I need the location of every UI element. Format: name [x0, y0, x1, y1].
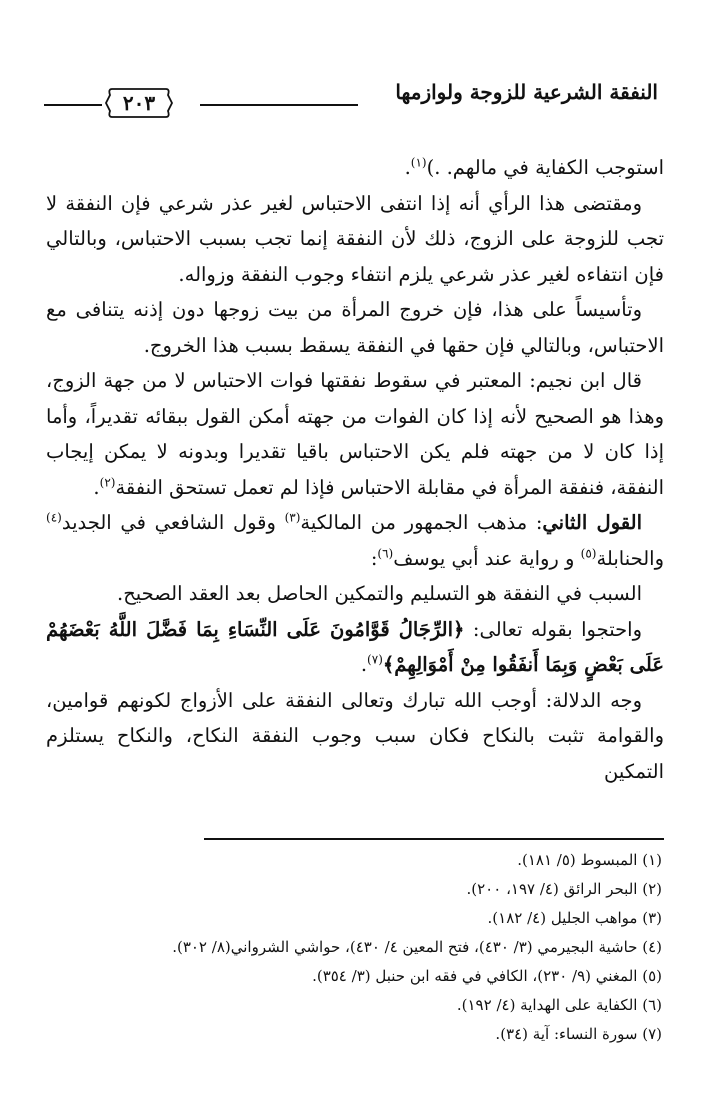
header-rule-left [44, 104, 102, 106]
footnote: (٦) الكفاية على الهداية (٤/ ١٩٢). [456, 996, 662, 1014]
footnote-marker: (١) [410, 155, 427, 170]
footnote-marker: (٥) [580, 546, 597, 560]
paragraph: وتأسيساً على هذا، فإن خروج المرأة من بيت زوجها دون إذنه يتنافى مع الاحتباس، وبالتالي فإن حقها في النفقة يسقط بسبب هذا الخروج. [46, 298, 664, 357]
page-number-frame [104, 85, 174, 121]
footnote: (٥) المغني (٩/ ٢٣٠)، الكافي في فقه ابن حنبل (٣/ ٣٥٤). [312, 967, 662, 985]
paragraph: ومقتضى هذا الرأي أنه إذا انتفى الاحتباس لغير عذر شرعي فإن النفقة لا تجب للزوجة على الزوج، ذلك لأن النفقة إنما تجب بسبب الاحتباس، وبالتالي فإن انتفاءه لغير عذر شرعي يلزم انتفاء وجوب النفقة وزواله. [46, 191, 664, 286]
footnote-marker: (٦) [377, 546, 394, 560]
paragraph [46, 612, 664, 683]
footnotes [52, 846, 662, 1049]
page-number: ٢٠٣ [122, 91, 156, 115]
paragraph: السبب في النفقة هو التسليم والتمكين الحاصل بعد العقد الصحيح. [117, 582, 642, 605]
footnote-marker: (٣) [284, 510, 301, 525]
running-title: النفقة الشرعية للزوجة ولوازمها [395, 80, 658, 104]
paragraph-end: . [93, 475, 100, 499]
footnote-marker: (٢) [99, 475, 116, 489]
paragraph-text: وقول الشافعي في الجديد [61, 511, 285, 534]
paragraph-text: استوجب الكفاية في مالهم. .) [426, 156, 664, 179]
paragraph-text: قال ابن نجيم: المعتبر في سقوط نفقتها فوات الاحتباس لا من جهة الزوج، وهذا هو الصحيح لأنه إذا كان الفوات من جهته أمكن القول ببقائه تقديراً، وأما إذا كان لا من جهته فلم يكن الاحتباس باقيا تقديرا وبدونه لا يمكن إيجاب النفقة، فنفقة المرأة في مقابلة الاحتباس فإذا لم تعمل تستحق النفقة [46, 369, 664, 499]
paragraph-text: والحنابلة [596, 546, 664, 570]
paragraph: وجه الدلالة: أوجب الله تبارك وتعالى النفقة على الأزواج لكونهم قوامين، والقوامة تثبت بالنكاح فكان سبب وجوب النفقة النكاح، والنكاح يستلزم التمكين [46, 688, 664, 783]
paragraph-end: . [360, 653, 368, 676]
page-header [100, 80, 658, 114]
paragraph [46, 363, 664, 505]
paragraph-text: : مذهب الجمهور من المالكية [300, 511, 543, 534]
footnote: (٣) مواهب الجليل (٤/ ١٨٢). [487, 909, 662, 927]
paragraph-text: واحتجوا بقوله تعالى: [464, 617, 642, 641]
footnote-marker: (٤) [46, 510, 62, 525]
footnote: (٢) البحر الرائق (٤/ ١٩٧، ٢٠٠). [466, 880, 662, 898]
footnote: (٤) حاشية البجيرمي (٣/ ٤٣٠)، فتح المعين ٤/ ٤٣٠)، حواشي الشرواني(٨/ ٣٠٢). [172, 938, 662, 956]
header-rule [200, 104, 358, 106]
footnote: (١) المبسوط (٥/ ١٨١). [517, 851, 662, 869]
paragraph-end: : [370, 546, 378, 570]
opinion-label: القول الثاني [542, 511, 642, 534]
main-text [46, 150, 664, 789]
paragraph [46, 150, 664, 186]
footnote-marker: (٧) [367, 652, 383, 667]
footnote: (٧) سورة النساء: آية (٣٤). [495, 1025, 662, 1043]
paragraph [46, 505, 664, 576]
footnote-separator [204, 838, 664, 840]
paragraph-end: . [404, 156, 411, 179]
quran-verse: ﴿الرِّجَالُ قَوَّامُونَ عَلَى النِّسَاءِ بِمَا فَضَّلَ اللَّهُ بَعْضَهُمْ عَلَى بَعْضٍ وَبِمَا أَنفَقُوا مِنْ أَمْوَالِهِمْ﴾ [46, 617, 664, 676]
paragraph-text: و رواية عند أبي يوسف [393, 546, 581, 570]
